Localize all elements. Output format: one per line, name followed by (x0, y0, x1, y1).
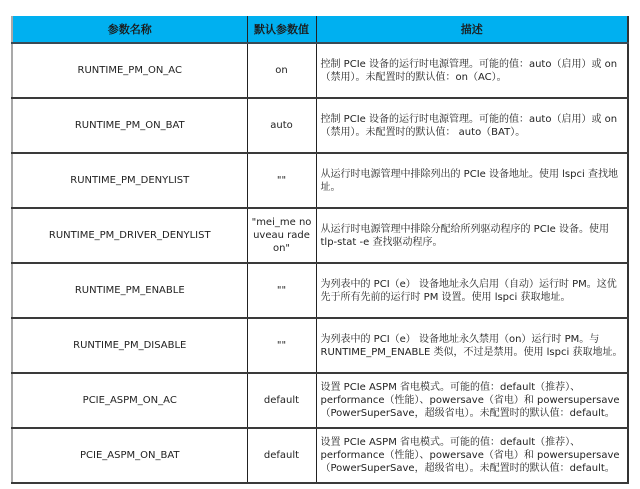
param-default: "" (247, 318, 316, 373)
param-name: RUNTIME_PM_ENABLE (12, 263, 247, 318)
param-name: RUNTIME_PM_DRIVER_DENYLIST (12, 208, 247, 263)
param-description: 从运行时电源管理中排除分配给所列驱动程序的 PCIe 设备。使用 tlp-stat -e 查找驱动程序。 (316, 208, 628, 263)
param-description: 为列表中的 PCI（e） 设备地址永久启用（自动）运行时 PM。这优先于所有先前的运行时 PM 设置。使用 lspci 获取地址。 (316, 263, 628, 318)
table-row (12, 373, 628, 428)
param-description: 控制 PCIe 设备的运行时电源管理。可能的值：auto（启用）或 on（禁用）。未配置时的默认值：on（AC）。 (316, 43, 628, 98)
param-name: RUNTIME_PM_ON_AC (12, 43, 247, 98)
param-description: 控制 PCIe 设备的运行时电源管理。可能的值：auto（启用）或 on（禁用）。未配置时的默认值： auto（BAT）。 (316, 98, 628, 153)
table-row (12, 318, 628, 373)
param-name: RUNTIME_PM_ON_BAT (12, 98, 247, 153)
param-default: default (247, 428, 316, 483)
param-name: RUNTIME_PM_DENYLIST (12, 153, 247, 208)
param-name: RUNTIME_PM_DISABLE (12, 318, 247, 373)
param-description: 从运行时电源管理中排除列出的 PCIe 设备地址。使用 lspci 查找地址。 (316, 153, 628, 208)
param-description: 设置 PCIe ASPM 省电模式。可能的值：default（推荐）、performance（性能）、powersave（省电）和 powersupersave（PowerSuperSave，超级省电）。未配置时的默认值：default。 (316, 428, 628, 483)
param-default: default (247, 373, 316, 428)
param-default: on (247, 43, 316, 98)
param-default: "mei_me nouveau radeon" (247, 208, 316, 263)
column-header-default: 默认参数值 (247, 16, 316, 43)
parameters-table (11, 16, 629, 484)
table-row (12, 208, 628, 263)
table-row (12, 263, 628, 318)
param-name: PCIE_ASPM_ON_BAT (12, 428, 247, 483)
param-description: 设置 PCIe ASPM 省电模式。可能的值：default（推荐）、performance（性能）、powersave（省电）和 powersupersave（PowerSuperSave，超级省电）。未配置时的默认值：default。 (316, 373, 628, 428)
table-row (12, 43, 628, 98)
table-header-row (12, 16, 628, 43)
param-default: auto (247, 98, 316, 153)
param-name: PCIE_ASPM_ON_AC (12, 373, 247, 428)
column-header-description: 描述 (316, 16, 628, 43)
table-row (12, 153, 628, 208)
table-row (12, 428, 628, 483)
param-default: "" (247, 263, 316, 318)
param-description: 为列表中的 PCI（e） 设备地址永久禁用（on）运行时 PM。与 RUNTIME_PM_ENABLE 类似，不过是禁用。使用 lspci 获取地址。 (316, 318, 628, 373)
param-default: "" (247, 153, 316, 208)
table-row (12, 98, 628, 153)
column-header-name: 参数名称 (12, 16, 247, 43)
